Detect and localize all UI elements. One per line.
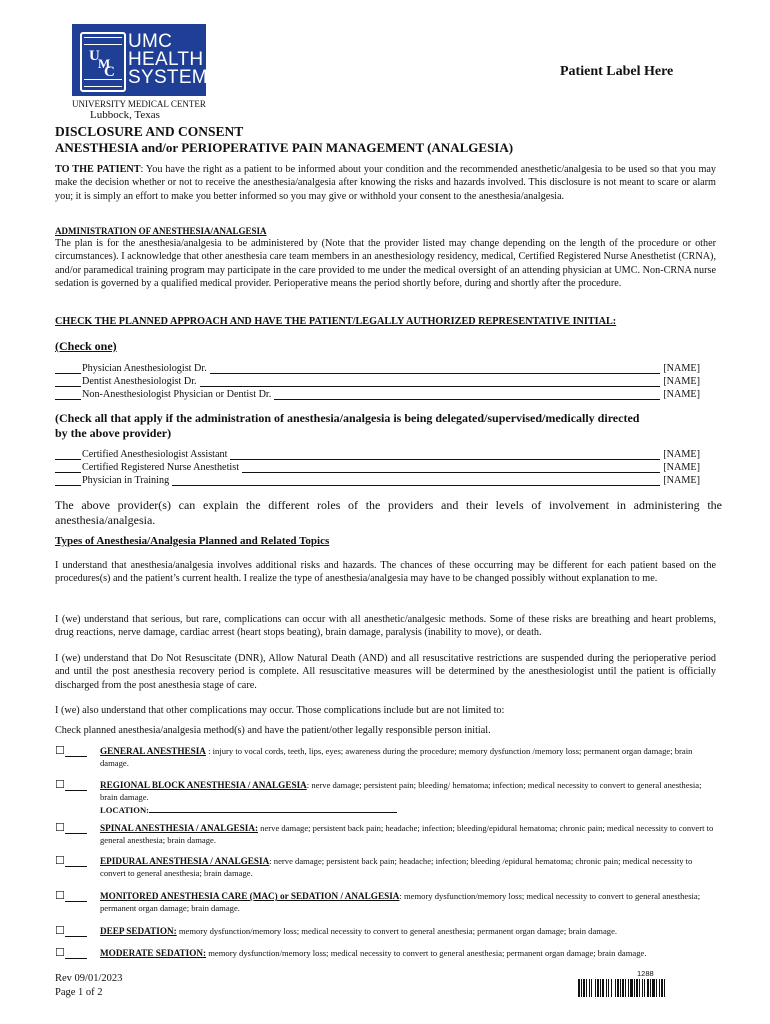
initial-blank[interactable] xyxy=(65,790,87,791)
initial-blank[interactable] xyxy=(55,462,81,473)
patient-label-placeholder: Patient Label Here xyxy=(560,64,674,79)
initial-blank[interactable] xyxy=(55,449,81,460)
barcode-number: 1288 xyxy=(637,969,654,978)
barcode-icon xyxy=(578,979,716,997)
provider-row-non-anesthesiologist[interactable]: Non-Anesthesiologist Physician or Dentist Dr. [NAME] xyxy=(55,387,700,400)
provider-roles-paragraph: The above provider(s) can explain the different roles of the providers and their levels of involvement in administering the anesthesia/analgesia. xyxy=(55,498,722,527)
provider-row-physician-in-training[interactable]: Physician in Training [NAME] xyxy=(55,473,700,486)
types-heading: Types of Anesthesia/Analgesia Planned and Related Topics xyxy=(55,535,330,547)
initial-blank[interactable] xyxy=(55,363,81,374)
initial-blank[interactable] xyxy=(65,756,87,757)
initial-blank[interactable] xyxy=(55,376,81,387)
form-subtitle: ANESTHESIA and/or PERIOPERATIVE PAIN MANAGEMENT (ANALGESIA) xyxy=(55,140,514,155)
page-number: Page 1 of 2 xyxy=(55,987,103,998)
method-mac-sedation: ☐ MONITORED ANESTHESIA CARE (MAC) or SEDATION / ANALGESIA: memory dysfunction/memory loss; medical necessity to convert to general anesthesia; permanent organ damage; brain damage. xyxy=(55,890,701,913)
initial-blank[interactable] xyxy=(55,389,81,400)
location-label: LOCATION: xyxy=(100,805,150,815)
provider-row-dentist-anesthesiologist[interactable]: Dentist Anesthesiologist Dr. [NAME] xyxy=(55,374,700,387)
revision-date: Rev 09/01/2023 xyxy=(55,973,123,984)
intro-paragraph xyxy=(55,163,716,203)
provider-row-physician-anesthesiologist[interactable]: Physician Anesthesiologist Dr. [NAME] xyxy=(55,361,700,374)
method-general-anesthesia: ☐ GENERAL ANESTHESIA : injury to vocal cords, teeth, lips, eyes; awareness during the procedure; memory dysfunction /memory loss; permanent organ damage; brain damage. xyxy=(55,745,693,768)
method-epidural: ☐ EPIDURAL ANESTHESIA / ANALGESIA: nerve damage; persistent back pain; headache; infection; bleeding /epidural hematoma; chronic pain; medical necessity to convert to general anesthesia; brain damage. xyxy=(55,855,693,878)
initial-blank[interactable] xyxy=(65,958,87,959)
risks-paragraph: I understand that anesthesia/analgesia involves additional risks and hazards. The chances of these occurring may be different for each patient based on the procedures(s) and the patient’s current health. I realize the type of anesthesia/analgesia may have to be changed possibly without explanation to me. xyxy=(55,560,716,585)
initial-blank[interactable] xyxy=(65,901,87,902)
administration-heading: ADMINISTRATION OF ANESTHESIA/ANALGESIA xyxy=(55,226,267,236)
check-one-heading: (Check one) xyxy=(55,339,117,353)
location-field[interactable] xyxy=(149,803,397,813)
checkbox-icon[interactable]: ☐ xyxy=(55,925,65,937)
dnr-paragraph: I (we) understand that Do Not Resuscitate (DNR), Allow Natural Death (AND) and all resuscitative restrictions are suspended during the perioperative period and until the post anesthesia recovery period is complete. All resuscitative measures will be determined by the anesthesiologist until the patient is officially discharged from the post anesthesia stage of care. xyxy=(55,653,716,691)
planned-approach-instruction: CHECK THE PLANNED APPROACH AND HAVE THE PATIENT/LEGALLY AUTHORIZED REPRESENTATIVE INITIAL: xyxy=(55,316,617,327)
organization-name: UNIVERSITY MEDICAL CENTER xyxy=(72,99,206,109)
method-regional-block: ☐ REGIONAL BLOCK ANESTHESIA / ANALGESIA: nerve damage; persistent pain; bleeding/ hematoma; infection; medical necessity to convert to general anesthesia; brain damage. LOCATION: xyxy=(55,779,702,815)
check-methods-instruction: Check planned anesthesia/analgesia method(s) and have the patient/other legally responsible person initial. xyxy=(55,725,491,736)
initial-blank[interactable] xyxy=(65,866,87,867)
other-complications-paragraph: I (we) also understand that other complications may occur. Those complications include but are not limited to: xyxy=(55,705,505,716)
umc-seal-icon: U M C xyxy=(80,32,126,92)
initial-blank[interactable] xyxy=(55,475,81,486)
checkbox-icon[interactable]: ☐ xyxy=(55,890,65,902)
initial-blank[interactable] xyxy=(65,936,87,937)
organization-location: Lubbock, Texas xyxy=(90,109,160,121)
checkbox-icon[interactable]: ☐ xyxy=(55,745,65,757)
provider-row-anesthesiologist-assistant[interactable]: Certified Anesthesiologist Assistant [NAME] xyxy=(55,447,700,460)
complications-paragraph: I (we) understand that serious, but rare, complications can occur with all anesthetic/analgesic methods. Some of these risks are breathing and heart problems, drug reactions, nerve damage, cardiac arrest (heart stops beating), brain damage, paralysis (inability to move), or death. xyxy=(55,614,716,639)
checkbox-icon[interactable]: ☐ xyxy=(55,822,65,834)
administration-paragraph: The plan is for the anesthesia/analgesia to be administered by (Note that the provider listed may change depending on the length of the procedure or other circumstances). I acknowledge that other anesthesia care team members in an anesthesiology residency, medical, Certified Registered Nurse Anesthetist (CRNA), and/or paramedical training program may participate in the care provided to me under the medical oversight of an attending physician at UMC. Non-CRNA nurse sedation is governed by a qualified medical provider. Perioperative means the period shortly before, during and shortly after the procedure. xyxy=(55,238,716,290)
method-deep-sedation: ☐ DEEP SEDATION: memory dysfunction/memory loss; medical necessity to convert to general anesthesia; permanent organ damage; brain damage. xyxy=(55,925,618,937)
revision-footer xyxy=(55,972,122,1000)
checkbox-icon[interactable]: ☐ xyxy=(55,779,65,791)
initial-blank[interactable] xyxy=(65,833,87,834)
checkbox-icon[interactable]: ☐ xyxy=(55,947,65,959)
provider-row-crna[interactable]: Certified Registered Nurse Anesthetist [NAME] xyxy=(55,460,700,473)
logo-wordmark: UMC HEALTH SYSTEM xyxy=(128,31,208,88)
check-all-heading: (Check all that apply if the administration of anesthesia/analgesia is being delegated/supervised/medically directed by the above provider) xyxy=(55,411,640,440)
intro-text: : You have the right as a patient to be informed about your condition and the recommended anesthetic/analgesia to be used so that you may make the decision whether or not to receive the anesthesia/analgesia after knowing the risks and hazards involved. This disclosure is not meant to scare or alarm you; it is simply an effort to make you better informed so you may give or withhold your consent to the anesthesia/analgesia. xyxy=(55,164,716,202)
method-spinal: ☐ SPINAL ANESTHESIA / ANALGESIA: nerve damage; persistent back pain; headache; infection; bleeding/epidural hematoma; chronic pain; medical necessity to convert to general anesthesia; brain damage. xyxy=(55,822,714,845)
method-moderate-sedation: ☐ MODERATE SEDATION: memory dysfunction/memory loss; medical necessity to convert to general anesthesia; permanent organ damage; brain damage. xyxy=(55,947,647,959)
checkbox-icon[interactable]: ☐ xyxy=(55,855,65,867)
intro-lead: TO THE PATIENT xyxy=(55,164,141,175)
form-title: DISCLOSURE AND CONSENT xyxy=(55,124,244,139)
umc-logo xyxy=(72,24,206,96)
